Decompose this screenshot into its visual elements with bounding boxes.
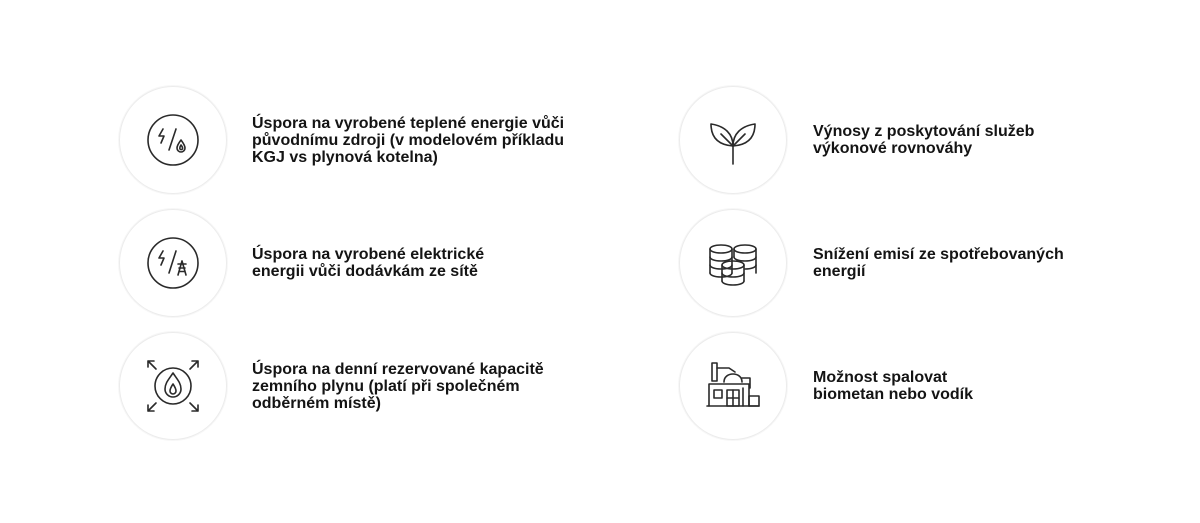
biogas-plant-icon xyxy=(705,358,761,414)
benefit-text: Úspora na denní rezervované kapacitě zemního plynu (platí při společném odběrném místě) xyxy=(252,360,544,412)
benefit-item-heat-savings xyxy=(119,86,564,194)
benefit-item-biomethane-hydrogen xyxy=(679,332,973,440)
benefit-item-emission-reduction xyxy=(679,209,1064,317)
benefit-text: Možnost spalovat biometan nebo vodík xyxy=(813,369,974,403)
benefit-item-gas-capacity-savings xyxy=(119,332,544,440)
benefit-text: Snížení emisí ze spotřebovaných energií xyxy=(813,246,1064,280)
benefit-item-electricity-savings xyxy=(119,209,484,317)
coin-stacks-icon xyxy=(705,235,761,291)
gas-flame-capacity-icon xyxy=(145,358,201,414)
benefit-text: Úspora na vyrobené elektrické energii vůči dodávkám ze sítě xyxy=(252,246,485,280)
icon-circle xyxy=(679,86,787,194)
benefit-text: Úspora na vyrobené teplené energie vůči původnímu zdroji (v modelovém příkladu KGJ vs plynová kotelna) xyxy=(252,114,565,166)
heat-energy-icon xyxy=(145,112,201,168)
icon-circle xyxy=(679,209,787,317)
electricity-grid-icon xyxy=(145,235,201,291)
benefit-item-balancing-services xyxy=(679,86,1034,194)
plant-sprout-icon xyxy=(705,112,761,168)
icon-circle xyxy=(119,209,227,317)
icon-circle xyxy=(119,86,227,194)
icon-circle xyxy=(679,332,787,440)
benefit-text: Výnosy z poskytování služeb výkonové rovnováhy xyxy=(813,123,1035,157)
icon-circle xyxy=(119,332,227,440)
